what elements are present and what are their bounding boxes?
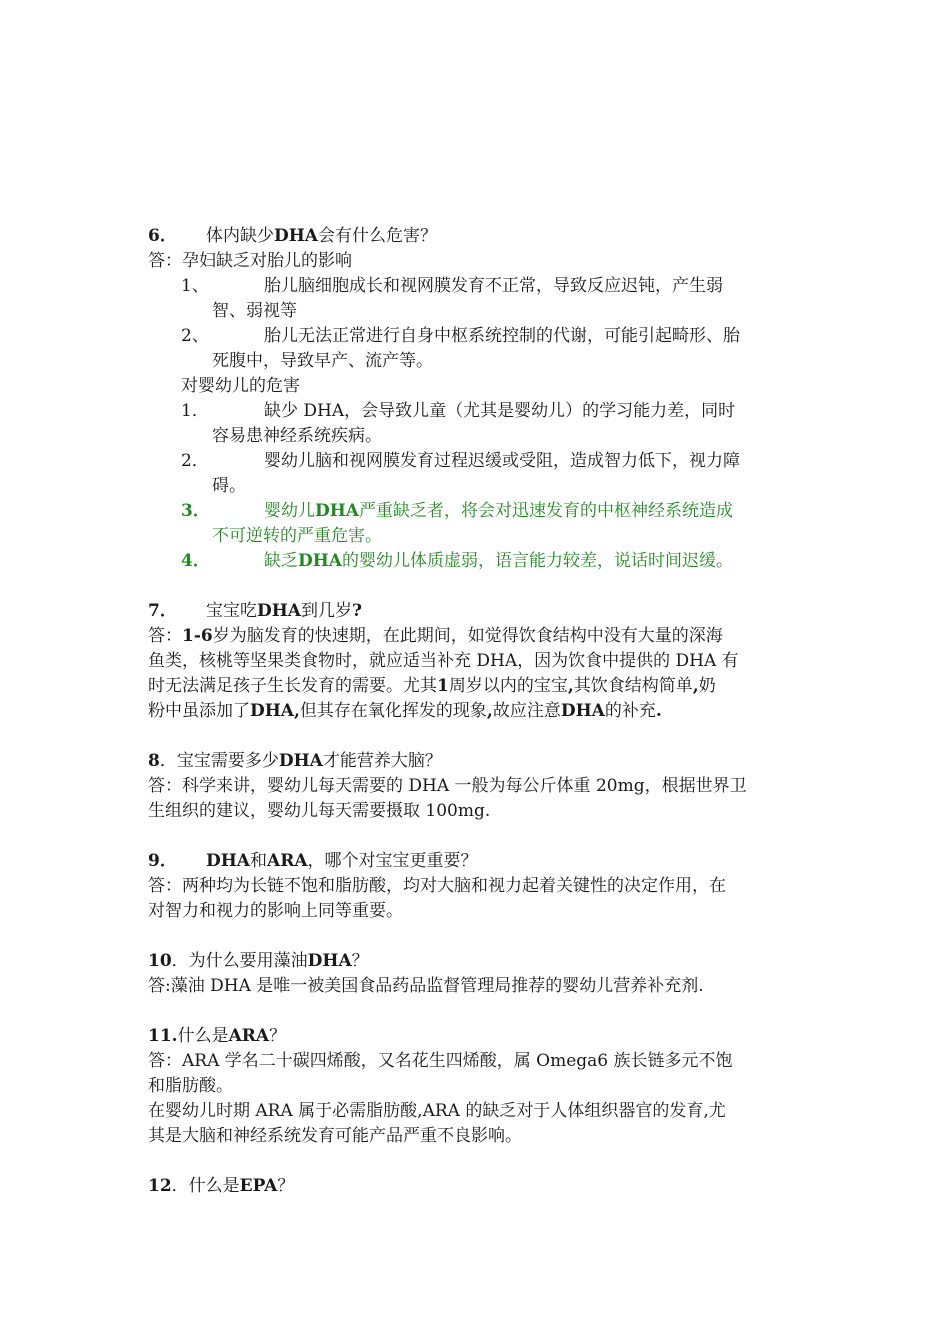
list-keyword: DHA (298, 551, 342, 571)
list-item (181, 399, 735, 424)
answer-line (148, 674, 716, 699)
heading-keyword: DHA (274, 226, 318, 246)
answer-keyword: DHA, (250, 701, 300, 721)
heading-keyword: DHA (278, 751, 323, 771)
answer-punct: , (486, 701, 493, 721)
answer-line: 答：ARA 学名二十碳四烯酸，又名花生四烯酸，属 Omega6 族长链多元不饱 (148, 1051, 733, 1071)
list-text: 胎儿脑细胞成长和视网膜发育不正常，导致反应迟钝，产生弱 (264, 276, 723, 296)
list-text: 缺少 DHA，会导致儿童（尤其是婴幼儿）的学习能力差，同时 (264, 401, 736, 421)
answer-text: 的补充 (604, 701, 656, 721)
list-item-continuation: 死腹中，导致早产、流产等。 (212, 351, 433, 371)
question-12-heading (148, 1174, 294, 1199)
question-number: 12 (148, 1176, 172, 1196)
list-text: 婴幼儿 (264, 501, 315, 521)
answer-text: 粉中虽添加了 (148, 701, 250, 721)
heading-keyword: ARA (267, 851, 308, 871)
heading-text: 到几岁 (301, 601, 352, 621)
question-number: 7． (148, 601, 177, 621)
list-item-continuation: 智、弱视等 (212, 301, 297, 321)
heading-text: ，哪个对宝宝更重要？ (307, 851, 478, 871)
question-7-heading (148, 599, 362, 624)
list-item-continuation: 不可逆转的严重危害。 (212, 526, 382, 546)
answer-punct: , (567, 676, 574, 696)
answer-text: 时无法满足孩子生长发育的需要。尤其 (148, 676, 437, 696)
list-item (181, 274, 723, 299)
heading-text: ？ (351, 951, 369, 971)
heading-text: ．为什么要用藻油 (171, 951, 308, 971)
list-item (181, 449, 740, 474)
answer-line: 鱼类，核桃等坚果类食物时，就应适当补充 DHA，因为饮食中提供的 DHA 有 (148, 651, 739, 671)
answer-text: 其饮食结构简单 (573, 676, 693, 696)
list-text: 的婴幼儿体质虚弱，语言能力较差，说话时间迟缓。 (342, 551, 733, 571)
list-keyword: DHA (315, 501, 359, 521)
question-number: 10 (148, 951, 172, 971)
answer-line: 其是大脑和神经系统发育可能产品严重不良影响。 (148, 1126, 522, 1146)
heading-text: 什么是 (177, 1026, 229, 1046)
question-10-heading (148, 949, 369, 974)
list-number: 3． (181, 501, 210, 521)
answer-text: 故应注意 (492, 701, 561, 721)
heading-keyword: DHA (257, 601, 301, 621)
list-number: 4． (181, 551, 210, 571)
answer-text: 岁为脑发育的快速期，在此期间，如觉得饮食结构中没有大量的深海 (212, 626, 723, 646)
answer-line: 对智力和视力的影响上同等重要。 (148, 901, 403, 921)
list-item-highlighted (181, 549, 733, 574)
answer-keyword: DHA (560, 701, 605, 721)
answer-line: 和脂肪酸。 (148, 1076, 233, 1096)
list-text: 婴幼儿脑和视网膜发育过程迟缓或受阻，造成智力低下，视力障 (264, 451, 740, 471)
heading-text: ．什么是 (171, 1176, 240, 1196)
answer-punct: , (692, 676, 699, 696)
list-text: 严重缺乏者，将会对迅速发育的中枢神经系统造成 (359, 501, 733, 521)
list-number: 2． (181, 451, 209, 471)
answer-punct: . (655, 701, 662, 721)
question-number: 6． (148, 226, 177, 246)
heading-text: ？ (269, 1026, 287, 1046)
heading-keyword: DHA (206, 851, 250, 871)
answer-line (148, 624, 723, 649)
list-item-continuation: 容易患神经系统疾病。 (212, 426, 382, 446)
list-text: 缺乏 (264, 551, 298, 571)
heading-punct: ? (352, 601, 362, 621)
answer-text: 奶 (698, 676, 716, 696)
heading-keyword: EPA (239, 1176, 278, 1196)
list-item (181, 324, 740, 349)
heading-text: 和 (250, 851, 267, 871)
list-number: 1、 (181, 276, 209, 296)
heading-text: 才能营养大脑？ (322, 751, 442, 771)
answer-line: 答：科学来讲，婴幼儿每天需要的 DHA 一般为每公斤体重 20mg，根据世界卫 (148, 776, 747, 796)
answer-keyword: 1 (437, 676, 449, 696)
answer-line: 答:藻油 DHA 是唯一被美国食品药品监督管理局推荐的婴幼儿营养补充剂. (148, 976, 704, 996)
heading-text: ？ (277, 1176, 295, 1196)
heading-keyword: DHA (307, 951, 352, 971)
question-9-heading (148, 849, 478, 874)
question-6-heading (148, 224, 437, 249)
question-number: 9． (148, 851, 177, 871)
heading-text: ．宝宝需要多少 (159, 751, 279, 771)
answer-line (148, 699, 662, 724)
list-text: 胎儿无法正常进行自身中枢系统控制的代谢，可能引起畸形、胎 (264, 326, 740, 346)
question-8-heading (148, 749, 442, 774)
list-item-highlighted (181, 499, 733, 524)
answer-line: 答：两种均为长链不饱和脂肪酸，均对大脑和视力起着关键性的决定作用，在 (148, 876, 726, 896)
heading-text: 宝宝吃 (206, 601, 257, 621)
heading-text: 体内缺少 (206, 226, 274, 246)
question-number: 11. (148, 1026, 178, 1046)
list-item-continuation: 碍。 (212, 476, 246, 496)
answer-line: 在婴幼儿时期 ARA 属于必需脂肪酸,ARA 的缺乏对于人体组织器官的发育,尤 (148, 1101, 726, 1121)
answer-line: 生组织的建议，婴幼儿每天需要摄取 100mg. (148, 801, 491, 821)
question-number: 8 (148, 751, 160, 771)
list-number: 2、 (181, 326, 209, 346)
sub-heading: 对婴幼儿的危害 (181, 376, 300, 396)
answer-text: 但其存在氧化挥发的现象 (299, 701, 487, 721)
heading-keyword: ARA (228, 1026, 270, 1046)
list-number: 1． (181, 401, 209, 421)
answer-text: 周岁以内的宝宝 (448, 676, 568, 696)
heading-text: 会有什么危害？ (318, 226, 437, 246)
question-11-heading (148, 1024, 286, 1049)
answer-keyword: 1-6 (182, 626, 213, 646)
answer-label: 答：孕妇缺乏对胎儿的影响 (148, 251, 352, 271)
answer-text: 答： (148, 626, 182, 646)
